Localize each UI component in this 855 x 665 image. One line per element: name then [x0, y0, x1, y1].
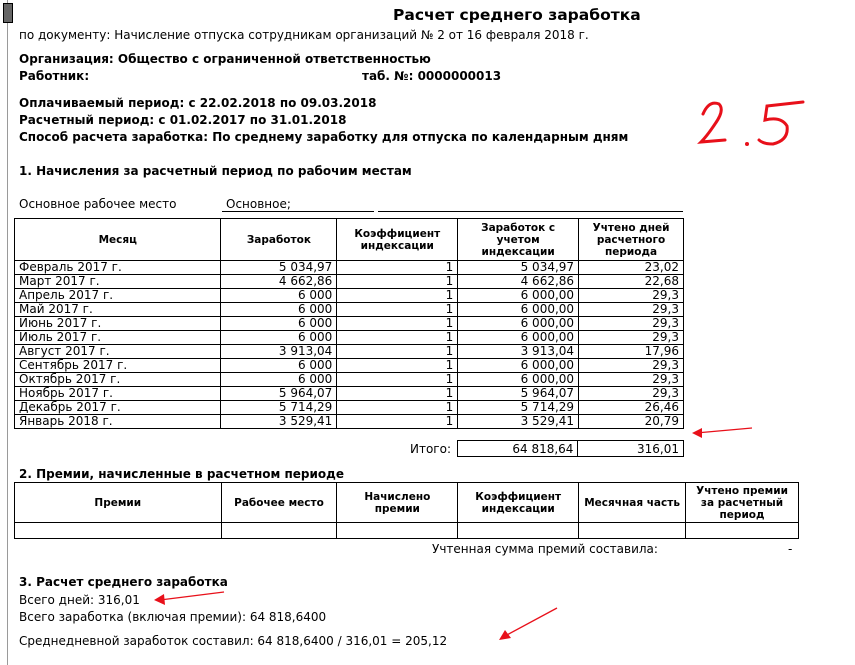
cell-days: 23,02 — [579, 261, 684, 275]
cell-month: Март 2017 г. — [15, 275, 221, 289]
cell-month: Сентябрь 2017 г. — [15, 359, 221, 373]
bonus-summary-label: Учтенная сумма премий составила: — [432, 542, 658, 556]
paid-period: Оплачиваемый период: с 22.02.2018 по 09.03.2018 — [19, 96, 377, 110]
left-border — [7, 0, 8, 665]
arrow-to-total-days — [152, 588, 227, 608]
table-row — [15, 261, 684, 275]
total-days: 316,01 — [578, 441, 684, 457]
col-bonus-counted: Учтено премии за расчетный период — [686, 483, 799, 523]
cell-index-coef: 1 — [337, 303, 458, 317]
cell-days: 29,3 — [579, 303, 684, 317]
table-row — [15, 387, 684, 401]
cell-indexed-earnings: 3 529,41 — [458, 415, 579, 429]
cell-month: Июль 2017 г. — [15, 331, 221, 345]
cell-indexed-earnings: 6 000,00 — [458, 331, 579, 345]
cell-days: 22,68 — [579, 275, 684, 289]
table-row — [15, 345, 684, 359]
cell-earnings: 4 662,86 — [221, 275, 337, 289]
cell-days: 29,3 — [579, 289, 684, 303]
cell-indexed-earnings: 5 964,07 — [458, 387, 579, 401]
cell-days: 29,3 — [579, 317, 684, 331]
cell-indexed-earnings: 5 034,97 — [458, 261, 579, 275]
cell-indexed-earnings: 5 714,29 — [458, 401, 579, 415]
cell-month: Декабрь 2017 г. — [15, 401, 221, 415]
cell-month: Май 2017 г. — [15, 303, 221, 317]
cell-earnings: 3 529,41 — [221, 415, 337, 429]
cell-month: Ноябрь 2017 г. — [15, 387, 221, 401]
text-cursor — [3, 3, 13, 23]
cell-index-coef: 1 — [337, 275, 458, 289]
cell-indexed-earnings: 6 000,00 — [458, 359, 579, 373]
cell-month: Август 2017 г. — [15, 345, 221, 359]
col-monthly-part: Месячная часть — [579, 483, 686, 523]
cell-index-coef: 1 — [337, 387, 458, 401]
workplace-value: Основное; — [226, 197, 291, 211]
cell-indexed-earnings: 6 000,00 — [458, 303, 579, 317]
cell-month: Январь 2018 г. — [15, 415, 221, 429]
col-bonus-accrued: Начислено премии — [337, 483, 458, 523]
cell-index-coef: 1 — [337, 261, 458, 275]
earnings-table — [14, 218, 684, 429]
bonus-summary-value: - — [788, 542, 793, 556]
document-line: по документу: Начисление отпуска сотрудникам организаций № 2 от 16 февраля 2018 г. — [19, 28, 589, 42]
workplace-underline-2 — [378, 211, 683, 212]
cell-index-coef: 1 — [337, 345, 458, 359]
cell-indexed-earnings: 3 913,04 — [458, 345, 579, 359]
col-days: Учтено дней расчетного периода — [579, 219, 684, 261]
total-earnings: 64 818,64 — [458, 441, 578, 457]
table-row — [15, 401, 684, 415]
cell-earnings: 6 000 — [221, 359, 337, 373]
cell-earnings: 5 714,29 — [221, 401, 337, 415]
total-label: Итого: — [410, 442, 451, 456]
cell-index-coef: 1 — [337, 331, 458, 345]
table-row — [15, 303, 684, 317]
cell-month: Октябрь 2017 г. — [15, 373, 221, 387]
cell-days: 26,46 — [579, 401, 684, 415]
earnings-table-header — [15, 219, 684, 261]
cell-index-coef: 1 — [337, 401, 458, 415]
cell-earnings: 6 000 — [221, 373, 337, 387]
col-bonuses: Премии — [15, 483, 222, 523]
table-row — [15, 317, 684, 331]
cell-days: 20,79 — [579, 415, 684, 429]
cell-earnings: 6 000 — [221, 317, 337, 331]
cell-month: Апрель 2017 г. — [15, 289, 221, 303]
total-days-line: Всего дней: 316,01 — [19, 593, 140, 607]
cell-days: 29,3 — [579, 359, 684, 373]
cell-month: Февраль 2017 г. — [15, 261, 221, 275]
cell-days: 29,3 — [579, 373, 684, 387]
cell-days: 17,96 — [579, 345, 684, 359]
page-title: Расчет среднего заработка — [393, 6, 641, 24]
cell-indexed-earnings: 6 000,00 — [458, 289, 579, 303]
cell-index-coef: 1 — [337, 289, 458, 303]
arrow-to-average — [495, 604, 560, 644]
cell-indexed-earnings: 4 662,86 — [458, 275, 579, 289]
table-row — [15, 275, 684, 289]
table-row — [15, 373, 684, 387]
cell-indexed-earnings: 6 000,00 — [458, 373, 579, 387]
average-earnings-line: Среднедневной заработок составил: 64 818,6400 / 316,01 = 205,12 — [19, 634, 448, 648]
cell-earnings: 3 913,04 — [221, 345, 337, 359]
calc-method: Способ расчета заработка: По среднему заработку для отпуска по календарным дням — [19, 130, 629, 144]
table-row — [15, 331, 684, 345]
cell-days: 29,3 — [579, 331, 684, 345]
table-row — [15, 359, 684, 373]
bonus-table — [14, 482, 799, 539]
cell-month: Июнь 2017 г. — [15, 317, 221, 331]
section1-title: 1. Начисления за расчетный период по рабочим местам — [19, 164, 412, 178]
section2-title: 2. Премии, начисленные в расчетном периоде — [19, 467, 344, 481]
workplace-underline-1 — [222, 211, 374, 212]
col-earnings: Заработок — [221, 219, 337, 261]
cell-earnings: 6 000 — [221, 331, 337, 345]
bonus-empty-row — [15, 523, 799, 539]
cell-earnings: 6 000 — [221, 289, 337, 303]
workplace-label: Основное рабочее место — [19, 197, 177, 211]
totals-table — [457, 440, 684, 457]
table-row — [15, 415, 684, 429]
organization-line: Организация: Общество с ограниченной ответственностью — [19, 52, 431, 66]
employee-label: Работник: — [19, 69, 90, 83]
cell-earnings: 5 964,07 — [221, 387, 337, 401]
cell-indexed-earnings: 6 000,00 — [458, 317, 579, 331]
handwritten-annotation — [695, 94, 815, 154]
col-workplace: Рабочее место — [221, 483, 337, 523]
cell-index-coef: 1 — [337, 373, 458, 387]
cell-days: 29,3 — [579, 387, 684, 401]
col-index-coef: Коэффициент индексации — [337, 219, 458, 261]
arrow-to-january-days — [690, 424, 755, 440]
table-row — [15, 289, 684, 303]
total-earnings-line: Всего заработка (включая премии): 64 818,6400 — [19, 610, 327, 624]
cell-index-coef: 1 — [337, 359, 458, 373]
tab-number: таб. №: 0000000013 — [362, 69, 502, 83]
col-bonus-index: Коэффициент индексации — [458, 483, 579, 523]
section3-title: 3. Расчет среднего заработка — [19, 575, 228, 589]
cell-earnings: 6 000 — [221, 303, 337, 317]
cell-earnings: 5 034,97 — [221, 261, 337, 275]
calc-period: Расчетный период: с 01.02.2017 по 31.01.2018 — [19, 113, 347, 127]
cell-index-coef: 1 — [337, 317, 458, 331]
col-indexed-earnings: Заработок с учетом индексации — [458, 219, 579, 261]
col-month: Месяц — [15, 219, 221, 261]
cell-index-coef: 1 — [337, 415, 458, 429]
